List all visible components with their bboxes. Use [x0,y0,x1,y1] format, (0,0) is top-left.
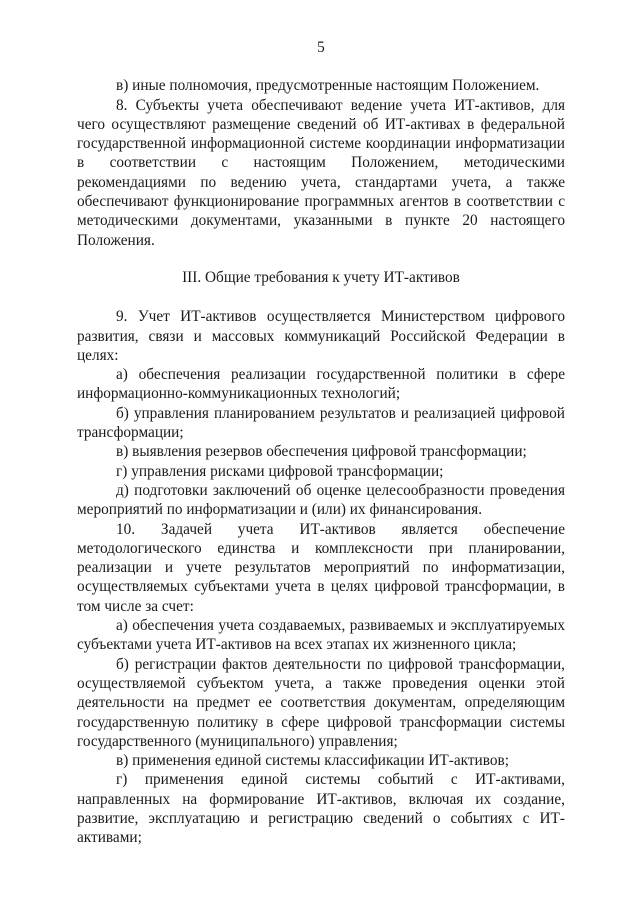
paragraph-powers-c: в) иные полномочия, предусмотренные настоящим Положением. [116,77,540,95]
list-item-10a: а) обеспечения учета создаваемых, развиваемых и эксплуатируемых субъектами учета ИТ-активов на всех этапах их жизненного цикла; [77,617,565,654]
list-item-10b: б) регистрации фактов деятельности по цифровой трансформации, осуществляемой субъектом учета, а также проведения оценки этой деятельности на предмет ее соответствия документам, определяющим государственную политику в сфере цифровой трансформации системы государственного (муниципального) управления; [77,655,565,750]
list-item-9e: д) подготовки заключений об оценке целесообразности проведения мероприятий по информатизации и (или) их финансирования. [77,481,565,519]
section-heading: III. Общие требования к учету ИТ-активов [182,268,460,286]
paragraph-9: 9. Учет ИТ-активов осуществляется Министерством цифрового развития, связи и массовых коммуникаций Российской Федерации в целях: [77,308,565,364]
list-item-9b: б) управления планированием результатов и реализацией цифровой трансформации; [77,404,565,442]
list-item-10d: г) применения единой системы событий с ИТ-активами, направленных на формирование ИТ-активов, включая их создание, развитие, эксплуатацию и регистрацию сведений о событиях с ИТ-активами; [77,771,565,847]
list-item-10c: в) применения единой системы классификации ИТ-активов; [116,752,509,770]
page-number: 5 [317,39,325,56]
list-item-9a: а) обеспечения реализации государственной политики в сфере информационно-коммуникационных технологий; [77,366,565,403]
list-item-9d: г) управления рисками цифровой трансформации; [116,462,444,480]
paragraph-8: 8. Субъекты учета обеспечивают ведение учета ИТ-активов, для чего осуществляют размещение сведений об ИТ-активах в федеральной государственной информационной системе координации информатизации в соответствии с настоящим Положением, методическими рекомендациями по ведению учета, стандартами учета, а также обеспечивают функционирование программных агентов в соответствии с методическими документами, указанными в пункте 20 настоящего Положения. [77,96,565,249]
paragraph-10: 10. Задачей учета ИТ-активов является обеспечение методологического единства и комплексности при планировании, реализации и учете результатов мероприятий по информатизации, осуществляемых субъектами учета в целях цифровой трансформации, в том числе за счет: [77,520,565,615]
list-item-9c: в) выявления резервов обеспечения цифровой трансформации; [116,443,527,461]
